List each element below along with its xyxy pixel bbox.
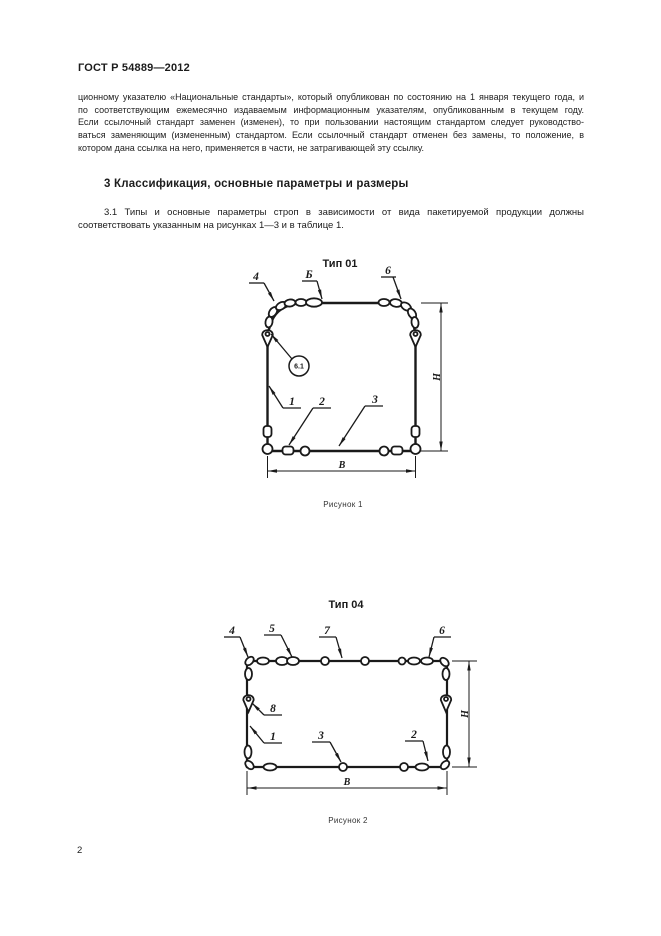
callout-5 xyxy=(264,623,292,657)
dimension-height-H xyxy=(452,661,477,767)
intro-line: Если ссылочный стандарт заменен (изменен), то при пользовании настоящим стандартом следует руководство- xyxy=(78,117,584,128)
callout-B xyxy=(302,269,322,299)
figure-2-diagram xyxy=(205,595,495,830)
svg-text:4: 4 xyxy=(253,271,259,283)
callout-3 xyxy=(312,730,341,762)
sling-outline xyxy=(247,661,447,767)
intro-line: ваться заменяющим (измененным) стандартом. Если ссылочный стандарт отменен без замены, то положение, в xyxy=(78,130,584,141)
figure-2-type-title: Тип 04 xyxy=(328,599,364,611)
intro-paragraph xyxy=(78,91,584,155)
svg-text:2: 2 xyxy=(411,729,417,741)
dimension-height-H xyxy=(421,303,448,451)
svg-text:1: 1 xyxy=(270,731,276,743)
svg-text:Б: Б xyxy=(305,269,313,281)
svg-text:6.1: 6.1 xyxy=(294,363,304,371)
paragraph-3-1 xyxy=(78,206,584,232)
figure-2-caption: Рисунок 2 xyxy=(328,816,368,825)
chain-links-right xyxy=(439,668,451,771)
callout-1 xyxy=(269,386,301,408)
section-heading: 3 Классификация, основные параметры и размеры xyxy=(104,178,409,190)
paragraph-line: 3.1 Типы и основные параметры строп в зависимости от вида пакетируемой продукции должны xyxy=(104,207,584,218)
svg-text:В: В xyxy=(343,777,351,788)
figure-1-diagram xyxy=(225,250,465,515)
callout-8 xyxy=(252,703,282,715)
intro-line: ционному указателю «Национальные стандарты», который опубликован по состоянию на 1 января текущего года, и xyxy=(78,92,584,102)
svg-text:5: 5 xyxy=(269,623,275,635)
intro-line: котором дана ссылка на него, применяется в части, не затрагивающей эту ссылку. xyxy=(78,142,424,153)
svg-text:8: 8 xyxy=(270,703,276,715)
svg-text:3: 3 xyxy=(318,730,324,742)
chain-links-top-right xyxy=(379,298,421,347)
callout-6 xyxy=(429,625,451,657)
page-number: 2 xyxy=(77,845,83,856)
paragraph-line: соответствовать указанным на рисунках 1—3 и в таблице 1. xyxy=(78,220,344,231)
callout-1 xyxy=(250,726,282,743)
callout-detail-6-1 xyxy=(271,334,309,376)
callout-3 xyxy=(339,394,383,446)
svg-text:Н: Н xyxy=(432,373,443,381)
svg-text:2: 2 xyxy=(319,396,325,408)
callout-4 xyxy=(224,625,248,657)
figure-1-type-title: Тип 01 xyxy=(322,258,358,270)
intro-line: по соответствующим ежемесячно издаваемым информационным указателям, опубликованным в текущем году. xyxy=(78,104,584,115)
callout-2 xyxy=(289,396,331,445)
svg-text:6: 6 xyxy=(385,265,391,277)
svg-text:Н: Н xyxy=(460,710,471,718)
svg-text:В: В xyxy=(338,460,346,471)
chain-links-top-left xyxy=(262,298,322,347)
dimension-width-B xyxy=(247,771,447,795)
figure-1-caption: Рисунок 1 xyxy=(323,500,363,509)
svg-text:4: 4 xyxy=(229,625,235,637)
callout-7 xyxy=(319,625,342,658)
callout-4 xyxy=(249,271,274,301)
dimension-width-B xyxy=(268,456,416,478)
callout-2 xyxy=(405,729,428,761)
sling-outline xyxy=(268,303,416,451)
chain-links-left xyxy=(243,668,255,771)
callout-6 xyxy=(381,265,401,299)
svg-text:3: 3 xyxy=(372,394,378,406)
svg-text:7: 7 xyxy=(324,625,330,637)
document-title: ГОСТ Р 54889—2012 xyxy=(78,62,190,74)
svg-text:1: 1 xyxy=(289,396,295,408)
svg-text:6: 6 xyxy=(439,625,445,637)
